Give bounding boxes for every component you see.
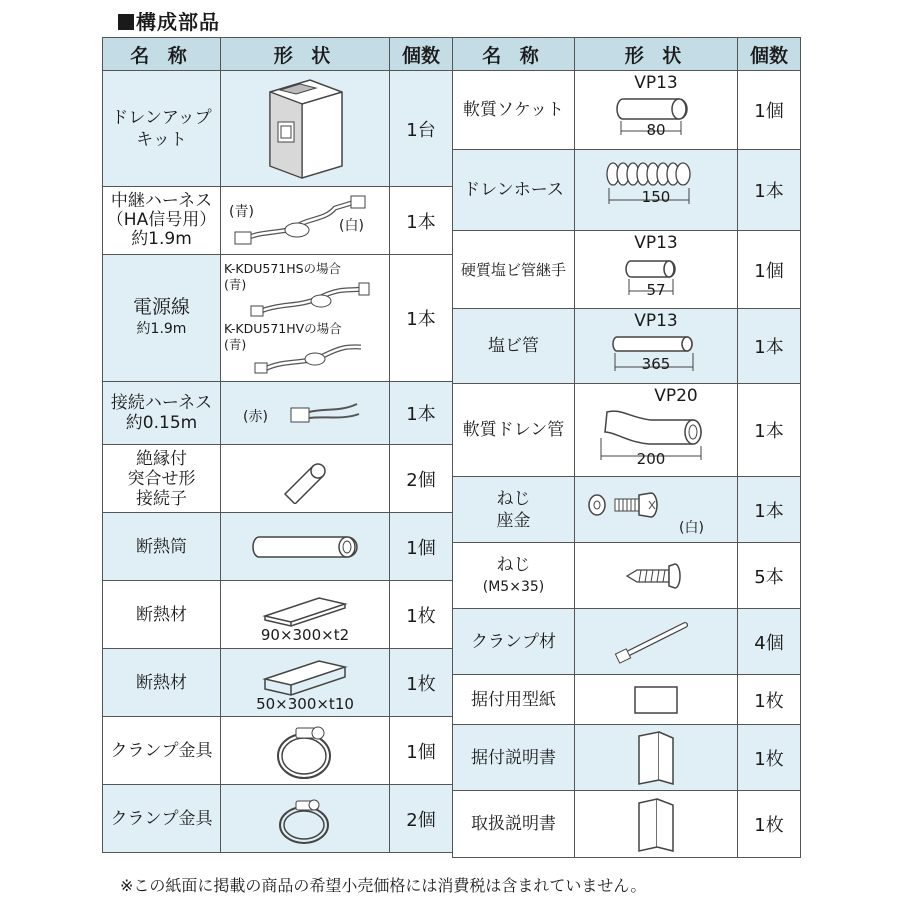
hose-clamp-icon [270,720,340,782]
part-qty: 1台 [390,71,453,187]
pipe-size-label: VP13 [634,233,678,253]
part-name: 据付用型紙 [453,675,575,725]
part-qty: 1枚 [738,725,801,791]
footnote: ※この紙面に掲載の商品の希望小売価格には消費税は含まれていません。 [120,876,647,895]
table-row [103,445,453,513]
table-row [103,649,453,717]
part-name: 軟質ドレン管 [453,384,575,477]
insulation-tube-icon [245,529,365,565]
part-name: 軟質ソケット [453,71,575,150]
color-label: (白) [679,520,704,536]
table-row [103,187,453,255]
table-row [453,384,801,477]
part-name: 塩ビ管 [453,309,575,384]
part-shape [221,255,390,382]
part-qty: 1個 [390,513,453,581]
header-name: 名 称 [103,38,221,71]
part-name: 硬質塩ビ管継手 [453,231,575,309]
table-row [453,150,801,231]
table-row [103,71,453,187]
hose-clamp-icon [270,791,340,847]
table-row [103,581,453,649]
part-name: クランプ金具 [103,717,221,785]
part-qty: 1個 [738,231,801,309]
dimension-label: 150 [641,188,671,206]
manual-icon [631,730,681,786]
pipe-size-label: VP13 [634,73,678,93]
part-qty: 1枚 [738,675,801,725]
part-qty: 1個 [390,717,453,785]
part-shape [575,543,738,609]
pipe-size-label: VP13 [634,311,678,331]
part-qty: 1枚 [738,791,801,858]
part-name: 断熱筒 [103,513,221,581]
section-title-text: 構成部品 [136,10,220,34]
part-name: 据付説明書 [453,725,575,791]
square-bullet-icon [118,14,134,30]
part-qty: 4個 [738,609,801,675]
parts-table-left [102,37,453,853]
cable-tie-icon [611,615,701,669]
wire-color-label: (青) [224,277,247,292]
header-shape: 形 状 [221,38,390,71]
part-qty: 1本 [738,309,801,384]
header-qty: 個数 [390,38,453,71]
part-shape [221,785,390,853]
part-shape [575,71,738,150]
part-qty: 5本 [738,543,801,609]
part-qty: 1本 [738,384,801,477]
part-shape [575,477,738,543]
wire-color-label: (青) [229,204,254,220]
screw-washer-icon [585,487,685,527]
part-name: 取扱説明書 [453,791,575,858]
wire-color-label: (青) [224,337,247,352]
table-header-row [103,38,453,71]
table-row [453,309,801,384]
dimension-label: 80 [646,121,666,139]
table-row [453,543,801,609]
part-name: 断熱材 [103,649,221,717]
connection-harness-icon [285,394,365,434]
manual-icon [631,795,681,853]
part-name: 絶縁付 突合せ形 接続子 [103,445,221,513]
part-name: ねじ 座金 [453,477,575,543]
part-name: ドレンホース [453,150,575,231]
dimension-label: 200 [636,450,666,468]
model-label: K-KDU571HVの場合 [224,321,342,336]
table-row [453,71,801,150]
part-qty: 1本 [738,150,801,231]
part-shape [221,513,390,581]
table-row [453,791,801,858]
dimension-label: 365 [641,355,671,373]
part-shape [221,581,390,649]
part-qty: 1個 [738,71,801,150]
butt-splice-icon [275,454,335,504]
header-shape: 形 状 [575,38,738,71]
part-shape [221,649,390,717]
part-name: クランプ材 [453,609,575,675]
part-shape [221,71,390,187]
part-shape [221,717,390,785]
part-name: 断熱材 [103,581,221,649]
table-row [453,477,801,543]
section-title [118,6,220,35]
part-name: ドレンアップ キット [103,71,221,187]
part-name: 電源線 約1.9m [103,255,221,382]
drain-up-kit-icon [250,74,360,184]
part-shape [221,382,390,445]
part-qty: 1本 [390,187,453,255]
part-shape [575,609,738,675]
part-shape [575,309,738,384]
header-name: 名 称 [453,38,575,71]
part-name: クランプ金具 [103,785,221,853]
part-shape [221,445,390,513]
wire-color-label: (白) [339,218,364,234]
header-qty: 個数 [738,38,801,71]
part-shape [575,384,738,477]
part-name: 中継ハーネス （HA信号用） 約1.9m [103,187,221,255]
part-name: 接続ハーネス 約0.15m [103,382,221,445]
pipe-size-label: VP20 [654,386,698,406]
part-qty: 1枚 [390,649,453,717]
part-qty: 1本 [738,477,801,543]
table-row [453,675,801,725]
part-qty: 1本 [390,382,453,445]
table-row [453,609,801,675]
part-shape [575,725,738,791]
insulation-sheet-icon [255,592,355,628]
dimension-label: 50×300×t10 [256,695,354,713]
part-name: ねじ (M5×35) [453,543,575,609]
part-shape [575,150,738,231]
model-label: K-KDU571HSの場合 [224,261,342,276]
wire-color-label: (赤) [243,409,268,425]
power-cable-icon [221,255,390,382]
part-qty: 1本 [390,255,453,382]
screw-icon [621,556,691,596]
part-shape [221,187,390,255]
table-row [453,231,801,309]
table-row [103,382,453,445]
table-row [453,725,801,791]
table-row [103,513,453,581]
template-paper-icon [631,683,681,717]
insulation-block-icon [255,657,355,697]
part-shape [575,231,738,309]
parts-table-right [452,37,801,858]
part-qty: 1枚 [390,581,453,649]
table-row [103,717,453,785]
part-shape [575,791,738,858]
dimension-label: 90×300×t2 [260,626,350,644]
table-header-row [453,38,801,71]
part-qty: 2個 [390,785,453,853]
dimension-label: 57 [646,281,666,299]
table-row [103,255,453,382]
part-qty: 2個 [390,445,453,513]
table-row [103,785,453,853]
part-shape [575,675,738,725]
